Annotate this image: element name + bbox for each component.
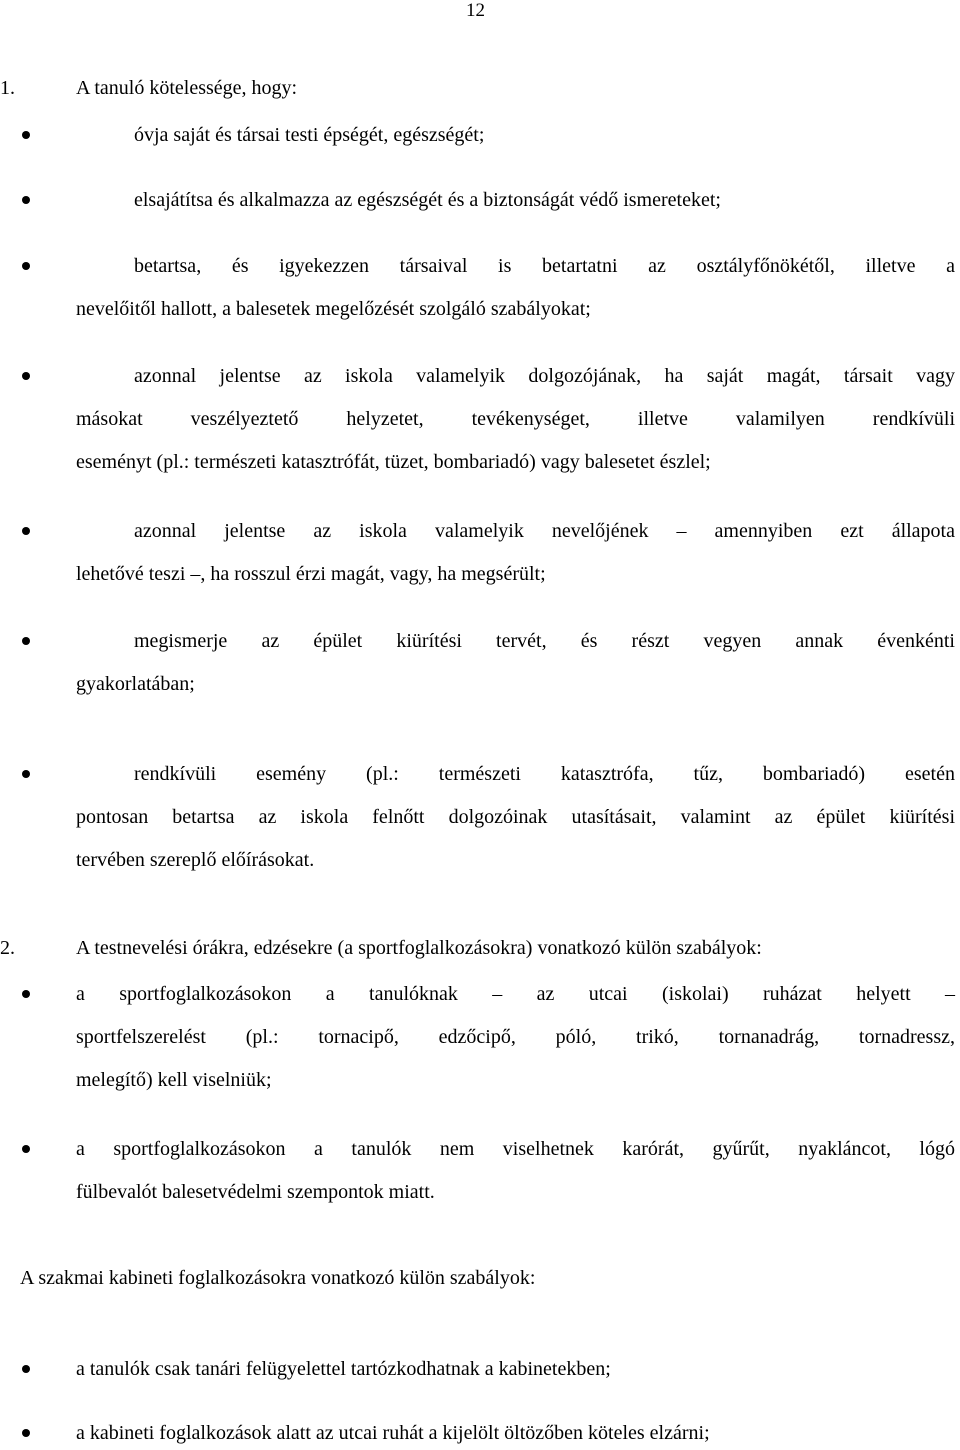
- list-item-line: fülbevalót balesetvédelmi szempontok miatt.: [76, 1181, 435, 1203]
- bullet-icon: [22, 1429, 30, 1437]
- list-item-line: megismerje az épület kiürítési tervét, és részt vegyen annak évenkénti: [134, 630, 955, 652]
- bullet-icon: [22, 1365, 30, 1373]
- list-item-line: sportfelszerelést (pl.: tornacipő, edzőcipő, póló, trikó, tornanadrág, tornadressz,: [76, 1026, 955, 1048]
- section-2-title: A testnevelési órákra, edzésekre (a sportfoglalkozásokra) vonatkozó külön szabályok:: [76, 937, 762, 959]
- list-item-line: gyakorlatában;: [76, 673, 195, 695]
- list-item-line: másokat veszélyeztető helyzetet, tevékenységet, illetve valamilyen rendkívüli: [76, 408, 955, 430]
- list-item-line: azonnal jelentse az iskola valamelyik nevelőjének – amennyiben ezt állapota: [134, 520, 955, 542]
- list-item-line: a sportfoglalkozásokon a tanulók nem viselhetnek karórát, gyűrűt, nyakláncot, lógó: [76, 1138, 955, 1160]
- bullet-icon: [22, 262, 30, 270]
- section-1-number: 1.: [0, 77, 15, 99]
- bullet-icon: [22, 990, 30, 998]
- list-item-line: elsajátítsa és alkalmazza az egészségét és a biztonságát védő ismereteket;: [134, 189, 721, 211]
- bullet-icon: [22, 372, 30, 380]
- bullet-icon: [22, 1145, 30, 1153]
- list-item-line: azonnal jelentse az iskola valamelyik dolgozójának, ha saját magát, társait vagy: [134, 365, 955, 387]
- list-item-line: óvja saját és társai testi épségét, egészségét;: [134, 124, 485, 146]
- bullet-icon: [22, 196, 30, 204]
- list-item-line: nevelőitől hallott, a balesetek megelőzését szolgáló szabályokat;: [76, 298, 591, 320]
- list-item-line: tervében szereplő előírásokat.: [76, 849, 315, 871]
- bullet-icon: [22, 637, 30, 645]
- list-item-line: betartsa, és igyekezzen társaival is betartatni az osztályfőnökétől, illetve a: [134, 255, 955, 277]
- list-item-line: a sportfoglalkozásokon a tanulóknak – az utcai (iskolai) ruházat helyett –: [76, 983, 955, 1005]
- section-2-number: 2.: [0, 937, 15, 959]
- list-item-line: a tanulók csak tanári felügyelettel tartózkodhatnak a kabinetekben;: [76, 1358, 611, 1380]
- list-item-line: melegítő) kell viselniük;: [76, 1069, 272, 1091]
- list-item-line: rendkívüli esemény (pl.: természeti katasztrófa, tűz, bombariadó) esetén: [134, 763, 955, 785]
- section-1-title: A tanuló kötelessége, hogy:: [76, 77, 298, 99]
- bullet-icon: [22, 770, 30, 778]
- list-item-line: pontosan betartsa az iskola felnőtt dolgozóinak utasításait, valamint az épület kiürítési: [76, 806, 955, 828]
- list-item-line: a kabineti foglalkozások alatt az utcai ruhát a kijelölt öltözőben köteles elzárni;: [76, 1422, 710, 1444]
- list-item-line: lehetővé teszi –, ha rosszul érzi magát, vagy, ha megsérült;: [76, 563, 546, 585]
- list-item-line: eseményt (pl.: természeti katasztrófát, tüzet, bombariadó) vagy balesetet észlel;: [76, 451, 711, 473]
- bullet-icon: [22, 527, 30, 535]
- section-3-title: A szakmai kabineti foglalkozásokra vonatkozó külön szabályok:: [20, 1267, 536, 1289]
- page-number: 12: [466, 0, 485, 21]
- bullet-icon: [22, 131, 30, 139]
